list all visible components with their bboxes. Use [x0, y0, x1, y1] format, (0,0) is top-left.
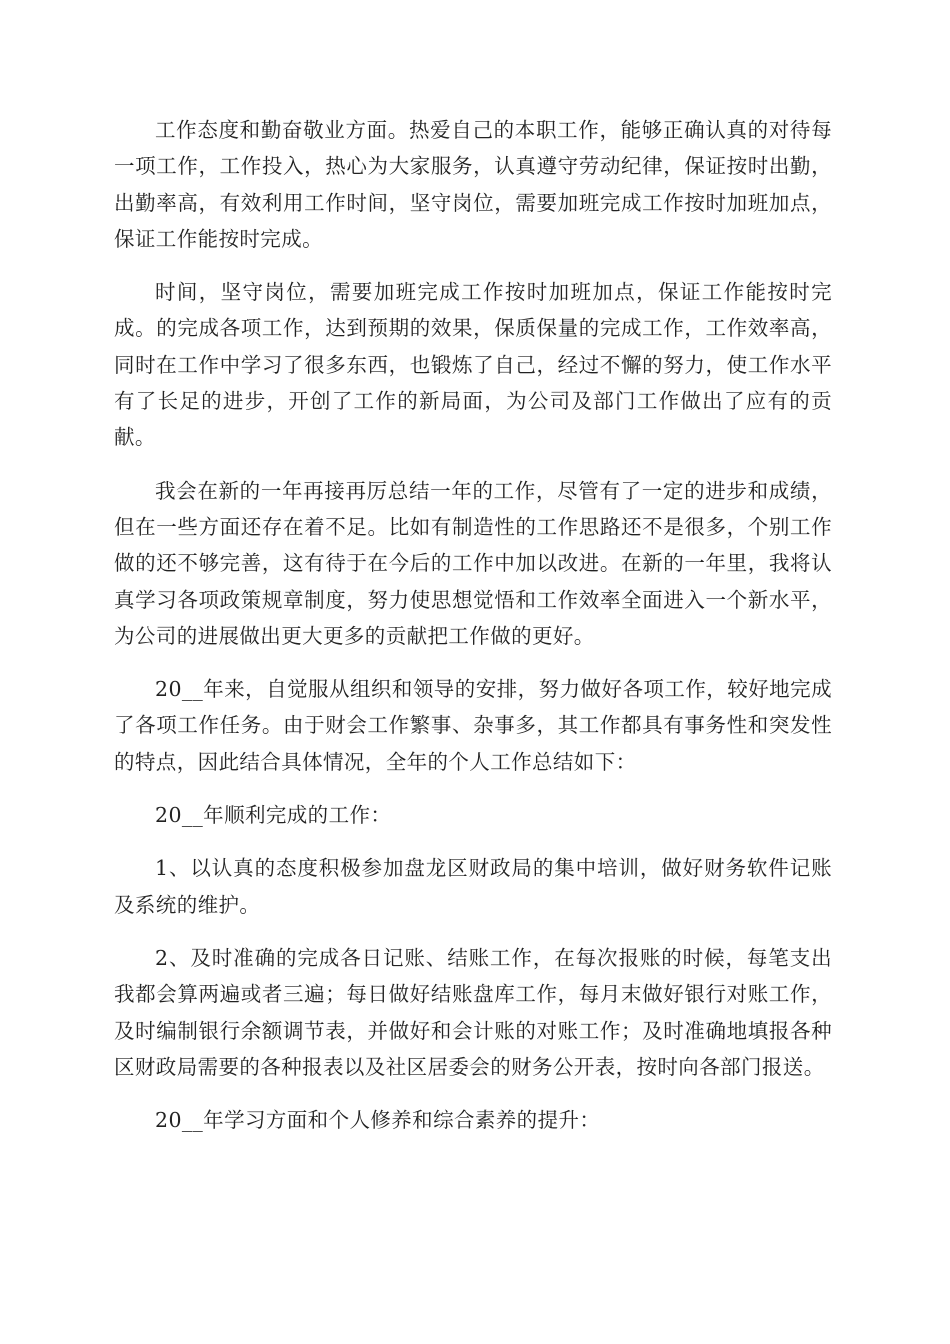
paragraph-work-results: 时间，坚守岗位，需要加班完成工作按时加班加点，保证工作能按时完成。的完成各项工作，达到预期的效果，保质保量的完成工作，工作效率高，同时在工作中学习了很多东西，也锻炼了自己，经过不懈的努力，使工作水平有了长足的进步，开创了工作的新局面，为公司及部门工作做出了应有的贡献。 — [114, 280, 832, 450]
paragraph-next-year-plan: 我会在新的一年再接再厉总结一年的工作，尽管有了一定的进步和成绩，但在一些方面还存在着不足。比如有制造性的工作思路还不是很多，个别工作做的还不够完善，这有待于在今后的工作中加以改进。在新的一年里，我将认真学习各项政策规章制度，努力使思想觉悟和工作效率全面进入一个新水平，为公司的进展做出更大更多的贡献把工作做的更好。 — [114, 478, 832, 648]
section-heading-learning: 20__年学习方面和个人修养和综合素养的提升： — [155, 1108, 601, 1133]
paragraph-work-attitude: 工作态度和勤奋敬业方面。热爱自己的本职工作，能够正确认真的对待每一项工作，工作投入，热心为大家服务，认真遵守劳动纪律，保证按时出勤，出勤率高，有效利用工作时间，坚守岗位，需要加班完成工作按时加班加点，保证工作能按时完成。 — [114, 118, 832, 251]
list-item-training: 1、以认真的态度积极参加盘龙区财政局的集中培训，做好财务软件记账及系统的维护。 — [114, 856, 832, 917]
paragraph-annual-summary-intro: 20__年来，自觉服从组织和领导的安排，努力做好各项工作，较好地完成了各项工作任务。由于财会工作繁事、杂事多，其工作都具有事务性和突发性的特点，因此结合具体情况，全年的个人工作总结如下： — [114, 677, 832, 774]
document-body — [114, 112, 832, 1138]
section-heading-completed-work: 20__年顺利完成的工作： — [155, 803, 392, 828]
list-item-accounting: 2、及时准确的完成各日记账、结账工作，在每次报账的时候，每笔支出我都会算两遍或者三遍；每日做好结账盘库工作，每月末做好银行对账工作，及时编制银行余额调节表，并做好和会计账的对账工作；及时准确地填报各种区财政局需要的各种报表以及社区居委会的财务公开表，按时向各部门报送。 — [114, 945, 832, 1079]
